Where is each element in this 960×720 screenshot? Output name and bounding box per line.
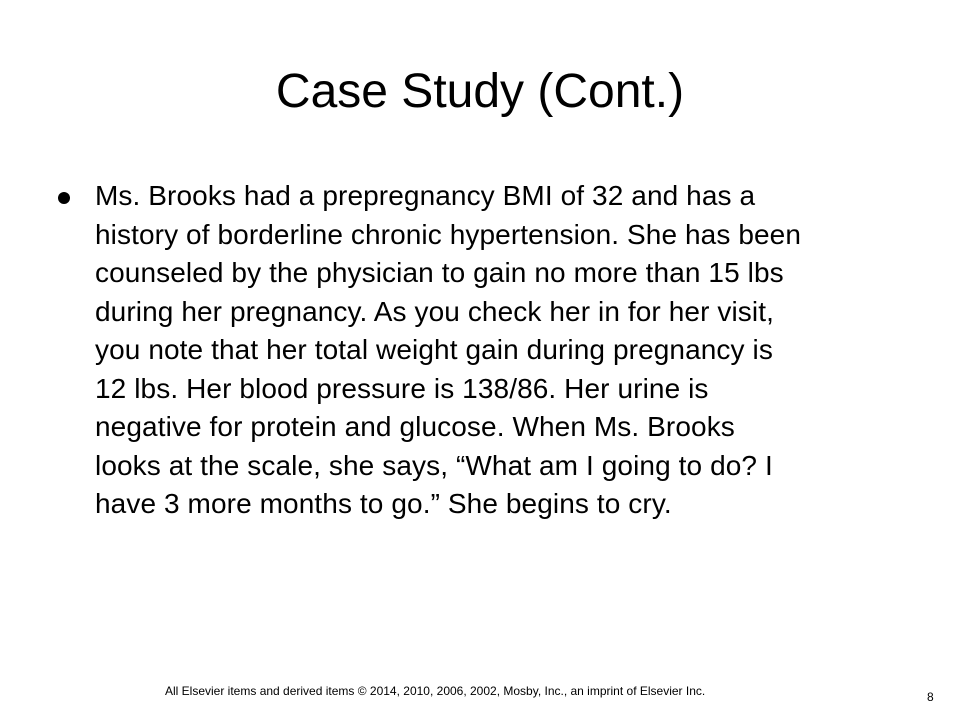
bullet-item [55,177,915,524]
copyright-footer: All Elsevier items and derived items © 2014, 2010, 2006, 2002, Mosby, Inc., an imprint of Elsevier Inc. [165,684,706,698]
bullet-line: looks at the scale, she says, “What am I going to do? I [95,449,773,481]
bullet-text [95,177,915,524]
bullet-line: Ms. Brooks had a prepregnancy BMI of 32 and has a [95,180,756,211]
slide-body [55,177,915,524]
bullet-line: have 3 more months to go.” She begins to cry. [95,488,672,519]
slide-title: Case Study (Cont.) [275,65,685,118]
bullet-line: negative for protein and glucose. When Ms. Brooks [95,411,735,442]
page-number: 8 [927,690,934,704]
bullet-icon [58,192,70,204]
bullet-line: you note that her total weight gain during pregnancy is [95,334,773,365]
bullet-line: during her pregnancy. As you check her in for her visit, [95,295,774,327]
bullet-line: history of borderline chronic hypertension. She has been [95,218,802,250]
bullet-line: counseled by the physician to gain no more than 15 lbs [95,257,784,288]
bullet-line: 12 lbs. Her blood pressure is 138/86. Her urine is [95,372,709,404]
